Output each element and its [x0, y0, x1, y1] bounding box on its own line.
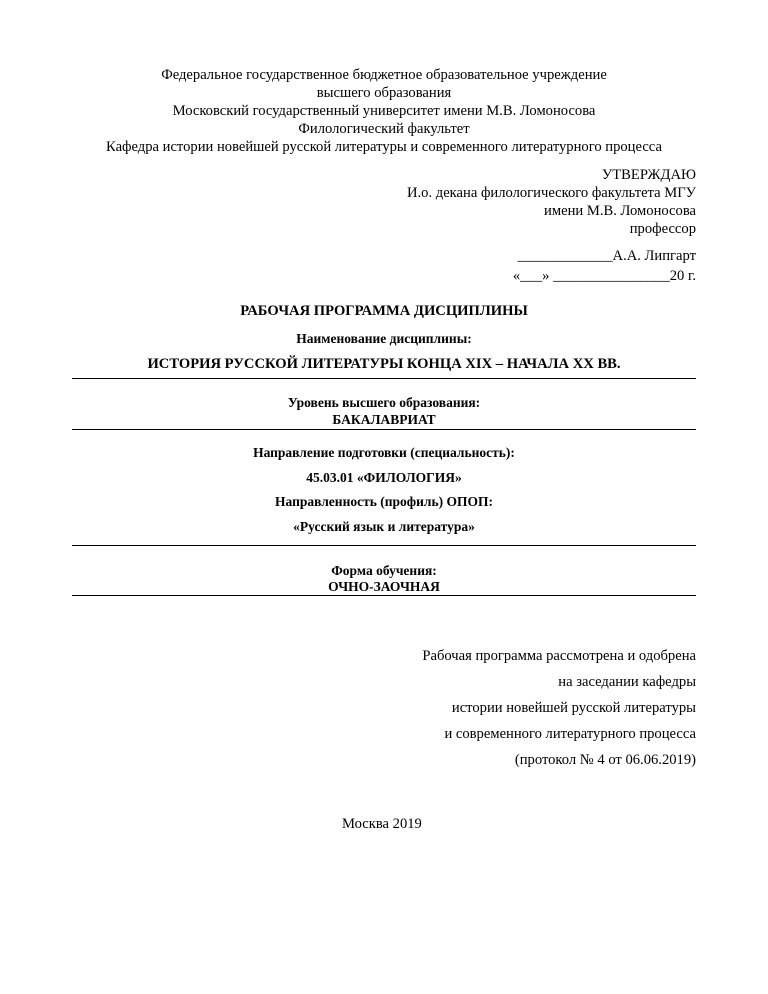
header-line-department: Кафедра истории новейшей русской литературы и современного литературного процесса — [106, 139, 662, 155]
form-value: ОЧНО-ЗАОЧНАЯ — [328, 579, 440, 594]
divider-3 — [72, 545, 696, 546]
divider-1 — [72, 378, 696, 379]
review-line-process: и современного литературного процесса — [444, 726, 696, 742]
signature-block — [513, 246, 696, 286]
divider-4 — [72, 595, 696, 596]
header-line-organization: Федеральное государственное бюджетное образовательное учреждение — [161, 67, 607, 83]
approval-position: И.о. декана филологического факультета МГУ — [406, 185, 696, 201]
level-label: Уровень высшего образования: — [287, 395, 481, 410]
profile-value: «Русский язык и литература» — [293, 519, 475, 534]
institution-header — [0, 66, 768, 156]
discipline-name: ИСТОРИЯ РУССКОЙ ЛИТЕРАТУРЫ КОНЦА XIX – НАЧАЛА XX ВВ. — [147, 356, 621, 372]
review-line-meeting: на заседании кафедры — [558, 674, 696, 690]
header-line-faculty: Филологический факультет — [298, 121, 470, 137]
review-block — [422, 643, 696, 773]
approval-rank: профессор — [629, 221, 696, 237]
form-label: Форма обучения: — [331, 563, 437, 578]
discipline-label: Наименование дисциплины: — [296, 331, 472, 346]
review-line-approved: Рабочая программа рассмотрена и одобрена — [422, 648, 696, 664]
approval-title: УТВЕРЖДАЮ — [601, 167, 696, 183]
level-value: БАКАЛАВРИАТ — [332, 412, 436, 427]
review-line-protocol: (протокол № 4 от 06.06.2019) — [514, 752, 696, 768]
approval-block — [407, 166, 696, 238]
divider-2 — [72, 429, 696, 430]
profile-label: Направленность (профиль) ОПОП: — [275, 494, 493, 509]
header-line-education: высшего образования — [316, 85, 452, 101]
signature-line: _____________А.А. Липгарт — [517, 248, 696, 264]
review-line-department: истории новейшей русской литературы — [451, 700, 696, 716]
date-line: «___» ________________20 г. — [512, 268, 696, 284]
header-line-university: Московский государственный университет имени М.В. Ломоносова — [172, 103, 596, 119]
direction-label: Направление подготовки (специальность): — [253, 445, 515, 460]
direction-value: 45.03.01 «ФИЛОЛОГИЯ» — [306, 470, 462, 485]
city-year: Москва 2019 — [342, 816, 422, 832]
approval-university: имени М.В. Ломоносова — [544, 203, 696, 219]
program-title: РАБОЧАЯ ПРОГРАММА ДИСЦИПЛИНЫ — [240, 303, 528, 319]
